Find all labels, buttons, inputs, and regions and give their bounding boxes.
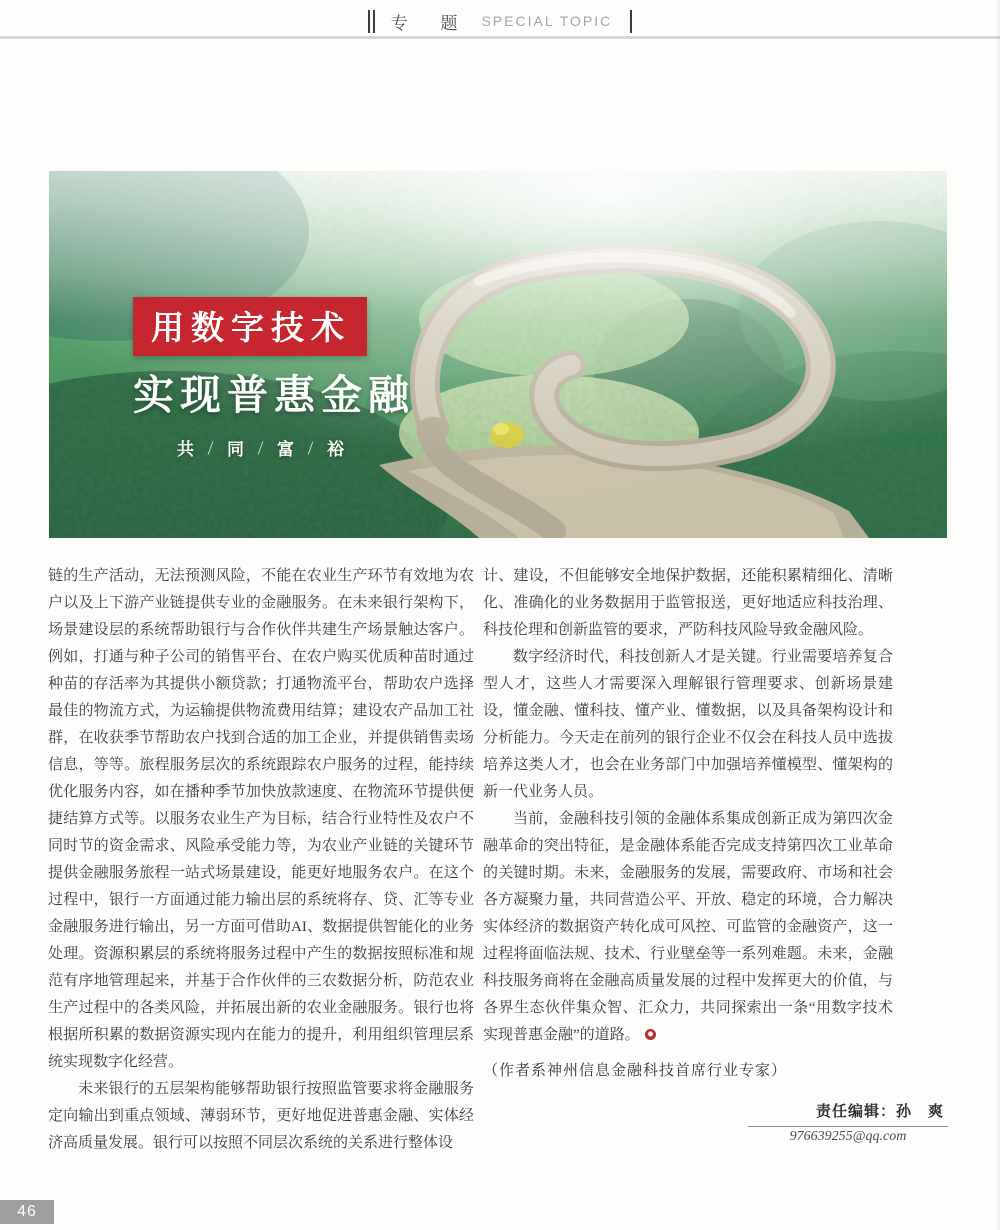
hero-text-overlay	[133, 297, 415, 460]
article-left-column	[48, 563, 474, 1157]
article-paragraph: 数字经济时代，科技创新人才是关键。行业需要培养复合型人才，这些人才需要深入理解银行管理要求、创新场景建设，懂金融、懂科技、懂产业、懂数据，以及具备架构设计和分析能力。今天走在前列的银行企业不仅会在科技人员中选拔培养这类人才，也会在业务部门中加强培养懂模型、懂架构的新一代业务人员。	[483, 649, 893, 800]
subtitle-char: 裕	[327, 440, 344, 459]
double-bar-icon	[368, 10, 375, 33]
article-paragraph: 计、建设，不但能够安全地保护数据，还能积累精细化、清晰化、准确化的业务数据用于监管报送，更好地适应科技治理、科技伦理和创新监管的要求，严防科技风险导致金融风险。	[483, 568, 893, 638]
subtitle-char: 共	[177, 440, 194, 459]
subtitle-separator	[308, 441, 314, 454]
subtitle-char: 富	[277, 440, 294, 459]
hero-subtitle	[177, 435, 415, 460]
article-paragraph: 未来银行的五层架构能够帮助银行按照监管要求将金融服务定向输出到重点领域、薄弱环节，更好地促进普惠金融、实体经济高质量发展。银行可以按照不同层次系统的关系进行整体设	[48, 1081, 474, 1151]
section-title-cn: 专 题	[390, 13, 472, 33]
article-right-column	[483, 563, 893, 1085]
article-right-column-text	[483, 563, 893, 1049]
subtitle-separator	[258, 441, 264, 454]
hero-image	[49, 171, 947, 538]
article-paragraph: 链的生产活动，无法预测风险，不能在农业生产环节有效地为农户以及上下游产业链提供专业的金融服务。在未来银行架构下，场景建设层的系统帮助银行与合作伙伴共建生产场景触达客户。例如，打通与种子公司的销售平台、在农户购买优质种苗时通过种苗的存活率为其提供小额贷款；打通物流平台，帮助农户选择最佳的物流方式，为运输提供物流费用结算；建设农产品加工社群，在收获季节帮助农户找到合适的加工企业，并提供销售卖场信息，等等。旅程服务层次的系统跟踪农户服务的过程，能持续优化服务内容，如在播种季节加快放款速度、在物流环节提供便捷结算方式等。以服务农业生产为目标，结合行业特性及农户不同时节的资金需求、风险承受能力等，为农业产业链的关键环节提供金融服务旅程一站式场景建设，能更好地服务农户。在这个过程中，银行一方面通过能力输出层的系统将存、贷、汇等专业金融服务进行输出，另一方面可借助AI、数据提供智能化的业务处理。资源积累层的系统将服务过程中产生的数据按照标准和规范有序地管理起来，并基于合作伙伴的三农数据分析，防范农业生产过程中的各类风险，并拓展出新的农业金融服务。银行也将根据所积累的数据资源实现内在能力的提升，利用组织管理层系统实现数字化经营。	[48, 568, 474, 1070]
article-end-mark-icon	[645, 1029, 656, 1040]
author-note: （作者系神州信息金融科技首席行业专家）	[483, 1063, 788, 1079]
single-bar-icon	[630, 10, 632, 33]
editor-email: 976639255@qq.com	[789, 1129, 907, 1144]
article-paragraph: 当前，金融科技引领的金融体系集成创新正成为第四次金融革命的突出特征，是金融体系能否完成支持第四次工业革命的关键时期。未来，金融服务的发展，需要政府、市场和社会各方凝聚力量，共同营造公平、开放、稳定的环境，合力解决实体经济的数据资产转化成可风控、可监管的金融资产，这一过程将面临法规、技术、行业壁垒等一系列难题。未来，金融科技服务商将在金融高质量发展的过程中发挥更大的价值，与各界生态伙伴集众智、汇众力，共同探索出一条“用数字技术实现普惠金融”的道路。	[483, 811, 893, 1043]
page-edge-shadow	[995, 0, 1000, 1230]
header-divider	[0, 36, 1000, 39]
editor-divider	[748, 1126, 948, 1127]
hero-badge-title: 用数字技术	[133, 297, 367, 356]
editor-label: 责任编辑：孙 爽	[815, 1104, 944, 1120]
editor-block	[748, 1100, 948, 1145]
hero-main-title: 实现普惠金融	[133, 372, 415, 418]
page-number-badge: 46	[0, 1200, 54, 1224]
section-title-en: SPECIAL TOPIC	[481, 13, 613, 29]
subtitle-char: 同	[227, 440, 244, 459]
subtitle-separator	[208, 441, 214, 454]
page-header	[0, 6, 1000, 36]
